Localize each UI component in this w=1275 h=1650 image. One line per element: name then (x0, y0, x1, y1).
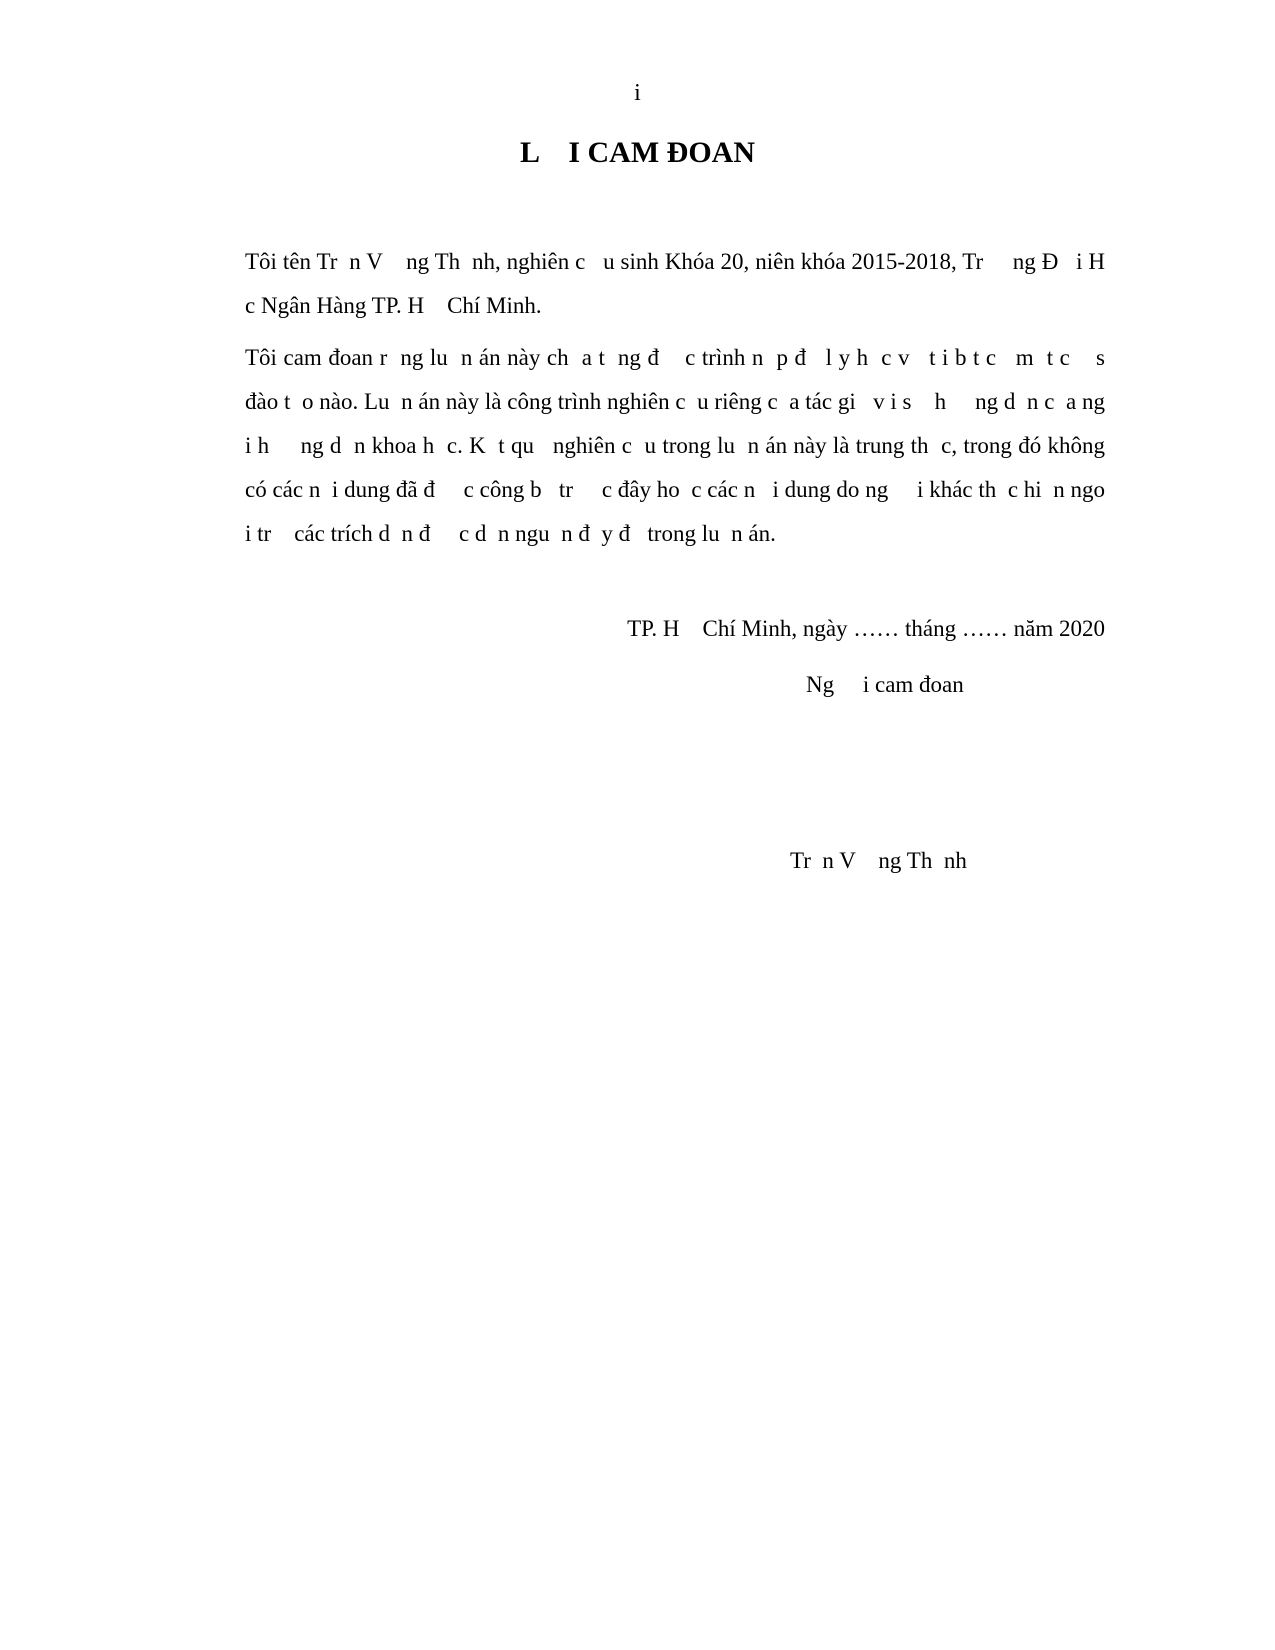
signature-date-line: TP. H Chí Minh, ngày …… tháng …… năm 2020 (627, 616, 1105, 641)
signature-role: Ng i cam đoan (806, 672, 964, 697)
paragraph-introduction: Tôi tên Tr n V ng Th nh, nghiên c u sinh Khóa 20, niên khóa 2015-2018, Tr ng Đ i H c Ngân Hàng TP. H Chí Minh. (245, 249, 1123, 318)
page-title: L I CAM ĐOAN (519, 136, 755, 169)
page-number: i (634, 80, 641, 106)
paragraph-declaration: Tôi cam đoan r ng lu n án này ch a t ng đ c trình n p đ l y h c v t i b t c m t c s đào t o nào. Lu n án này là công trình nghiên c u riêng c a tác gi v i s h ng d n c a ng i h ng d n khoa h c. K t qu nghiên c u trong lu n án này là trung th c, trong đó không có các n i dung đã đ c công b tr c đây ho c các n i dung do ng i khác th c hi n ngo i tr các trích d n đ c d n ngu n đ y đ trong lu n án. (245, 345, 1134, 546)
signature-name: Tr n V ng Th nh (790, 848, 967, 873)
